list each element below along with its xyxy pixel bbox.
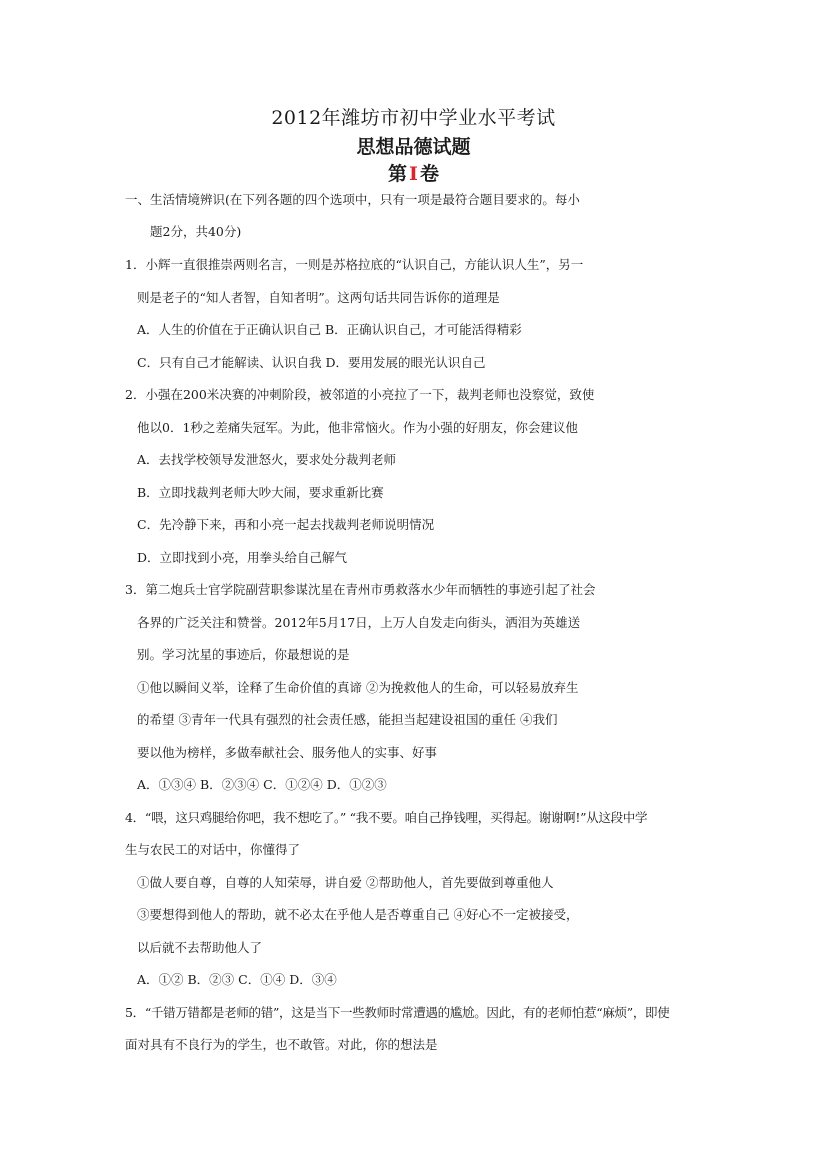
question-2-option-a: A．去找学校领导发泄怒火，要求处分裁判老师 — [137, 452, 397, 467]
exam-title: 2012年潍坊市初中学业水平考试 — [271, 107, 556, 129]
question-4-stem-cont: 生与农民工的对话中，你懂得了 — [125, 842, 301, 857]
question-4-statements-cont: 以后就不去帮助他人了 — [137, 940, 263, 955]
question-3-statements: ①他以瞬间义举，诠释了生命价值的真谛 ②为挽救他人的生命，可以轻易放弃生 — [137, 680, 579, 695]
question-2-stem: 2．小强在200米决赛的冲刺阶段，被邻道的小亮拉了一下，裁判老师也没察觉，致使 — [125, 387, 595, 402]
question-4-stem: 4．“喂，这只鸡腿给你吧，我不想吃了。” “我不要。咱自己挣钱哩，买得起。谢谢啊!”从这段中学 — [125, 810, 648, 825]
question-3-stem-cont: 别。学习沈星的事迹后，你最想说的是 — [137, 647, 350, 662]
question-1-stem-cont: 则是老子的“知人者智，自知者明”。这两句话共同告诉你的道理是 — [137, 290, 500, 305]
volume-heading — [0, 159, 827, 186]
question-3-options: A．①③④ B．②③④ C．①②④ D．①②③ — [137, 777, 387, 792]
question-4-options: A．①② B．②③ C．①④ D．③④ — [137, 972, 337, 987]
volume-roman-numeral: Ⅰ — [409, 163, 418, 185]
question-3-stem: 3．第二炮兵士官学院副营职参谋沈星在青州市勇救落水少年而牺牲的事迹引起了社会 — [125, 582, 596, 597]
question-1-options-cd: C．只有自己才能解读、认识自我 D．要用发展的眼光认识自己 — [137, 355, 486, 370]
subject-title: 思想品德试题 — [356, 136, 471, 158]
question-1-options-ab: A．人生的价值在于正确认识自己 B．正确认识自己，才可能活得精彩 — [137, 322, 522, 337]
question-5-stem-cont: 面对具有不良行为的学生，也不敢管。对此，你的想法是 — [125, 1037, 438, 1052]
question-3-stem-cont: 各界的广泛关注和赞誉。2012年5月17日，上万人自发走向街头，洒泪为英雄送 — [137, 615, 581, 630]
volume-prefix: 第 — [388, 163, 408, 185]
question-4-statements-cont: ③要想得到他人的帮助，就不必太在乎他人是否尊重自己 ④好心不一定被接受， — [137, 907, 579, 922]
question-1-stem: 1．小辉一直很推崇两则名言，一则是苏格拉底的“认识自己，方能认识人生”，另一 — [125, 257, 584, 272]
question-2-stem-cont: 他以0．1秒之差痛失冠军。为此，他非常恼火。作为小强的好朋友，你会建议他 — [137, 420, 578, 435]
section-heading: 一、生活情境辨识(在下列各题的四个选项中，只有一项是最符合题目要求的。每小 — [125, 192, 580, 207]
question-3-statements-cont: 的希望 ③青年一代具有强烈的社会责任感，能担当起建设祖国的重任 ④我们 — [137, 712, 558, 727]
section-heading-cont: 题2分，共40分) — [150, 224, 242, 239]
question-2-option-c: C．先冷静下来，再和小亮一起去找裁判老师说明情况 — [137, 517, 435, 532]
question-4-statements: ①做人要自尊，自尊的人知荣辱，讲自爱 ②帮助他人，首先要做到尊重他人 — [137, 875, 554, 890]
question-3-statements-cont: 要以他为榜样，多做奉献社会、服务他人的实事、好事 — [137, 745, 438, 760]
volume-suffix: 卷 — [419, 163, 439, 185]
question-2-option-d: D．立即找到小亮，用拳头给自己解气 — [137, 550, 348, 565]
question-5-stem: 5．“千错万错都是老师的错”，这是当下一些教师时常遭遇的尴尬。因此，有的老师怕惹“麻烦”，即使 — [125, 1005, 670, 1020]
question-2-option-b: B．立即找裁判老师大吵大闹，要求重新比赛 — [137, 485, 384, 500]
